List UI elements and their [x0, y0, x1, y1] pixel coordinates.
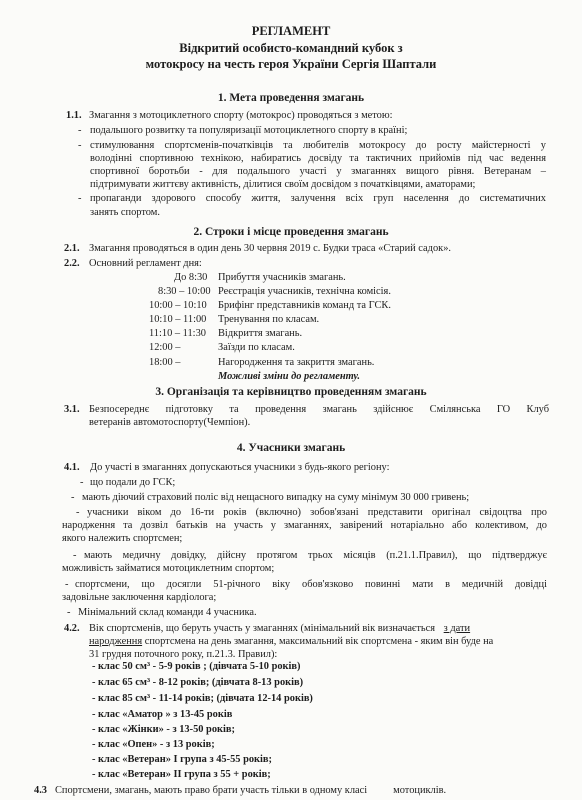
clause-text-line: 31 грудня поточного року, п.21.3. Правил): [89, 649, 278, 660]
section-1-heading: 1. Мета проведення змагань [217, 92, 365, 104]
clause-text-segment: спортсмена на день змагання, максимальний вік спортсмена - яким він буде на [144, 636, 494, 647]
clause-text-segment: мотоциклів. [393, 785, 447, 796]
section-3-heading: 3. Організація та керівництво проведенням змагань [155, 386, 427, 398]
section-2-heading: 2. Строки і місце проведення змагань [193, 226, 389, 238]
class-item: - клас «Жінки» - з 13-50 років; [92, 724, 235, 735]
list-item-line: задовільне заключення кардіолога; [62, 592, 217, 603]
bullet-dash: - [80, 477, 84, 488]
clause-number: 2.2. [64, 258, 80, 269]
class-item: - клас «Опен» - з 13 років; [92, 739, 215, 750]
clause-text: Основний регламент дня: [89, 258, 202, 269]
class-item: - клас «Аматор » з 13-45 років [92, 709, 233, 720]
bullet-dash: - [71, 492, 75, 503]
schedule-time: 18:00 – [149, 357, 181, 368]
clause-text-line [89, 635, 493, 648]
schedule-text: Прибуття учасників змагань. [218, 272, 346, 283]
list-item: подальшого розвитку та популяризації мотоциклетного спорту в країні; [90, 125, 408, 136]
class-item: - клас «Ветеран» II група з 55 + років; [92, 769, 271, 780]
schedule-time: 10:10 – 11:00 [149, 314, 207, 325]
clause-number: 4.1. [64, 462, 80, 473]
list-item-line: пропаганди здорового способу життя, залучення всіх груп населення до систематичних [90, 193, 546, 204]
schedule-text: Реєстрація учасників, технічна комісія. [218, 286, 391, 297]
schedule-text: Нагородження та закриття змагань. [218, 357, 375, 368]
section-4-heading: 4. Учасники змагань [236, 442, 346, 454]
list-item-line: спортивної боротьби - для подальшого участі у змаганнях вищого рівня. Ветеранам – [90, 166, 546, 177]
bullet-dash: - [76, 507, 80, 518]
bullet-dash: - [78, 140, 82, 151]
clause-text-line [89, 622, 470, 635]
document-subtitle-line1: Відкритий особисто-командний кубок з [179, 41, 403, 55]
schedule-time: 11:10 – 11:30 [149, 328, 206, 339]
schedule-time: 10:00 – 10:10 [149, 300, 207, 311]
class-item: - клас 65 см³ - 8-12 років; (дівчата 8-13 років) [92, 677, 304, 688]
schedule-time: 12:00 – [149, 342, 181, 353]
list-item: Мінімальний склад команди 4 учасника. [78, 607, 257, 618]
schedule-time: 8:30 – 10:00 [158, 286, 211, 297]
bullet-dash: - [78, 193, 82, 204]
class-item: - клас 50 см³ - 5-9 років ; (дівчата 5-10 років) [92, 661, 301, 672]
class-item: - клас 85 см³ - 11-14 років; (дівчата 12-14 років) [92, 693, 313, 704]
list-item: що подали до ГСК; [90, 477, 176, 488]
list-item-line: занять спортом. [90, 207, 160, 218]
schedule-time: До 8:30 [174, 272, 208, 283]
schedule-text: Відкриття змагань. [218, 328, 303, 339]
list-item-line: стимулювання спортсменів-початківців та любителів мотокросу до росту майстерності у [90, 140, 546, 151]
clause-4-3-line [34, 784, 446, 797]
list-item-line: учасники віком до 16-ти років (включно) зобов'язані представити оригінал свідоцтва про [87, 507, 547, 518]
clause-text-segment: Спортсмени, змагань, мають право брати участь тільки в одному класі [55, 785, 368, 796]
bullet-dash: - [78, 125, 82, 136]
bullet-dash: - [67, 607, 71, 618]
list-item-line: спортсмени, що досягли 51-річного віку обов'язково повинні мати в медичній довідці [75, 579, 547, 590]
underlined-text: народження [89, 636, 143, 647]
clause-number: 4.3 [34, 785, 47, 796]
list-item-line: підтримувати життєву активність, ділитися своїм досвідом з початківцями, аматорами; [90, 179, 476, 190]
clause-text: Змагання з мотоциклетного спорту (мотокрос) проводяться з метою: [89, 110, 393, 121]
bullet-dash: - [65, 579, 69, 590]
clause-text-segment: Вік спортсменів, що беруть участь у змаганнях (мінімальний вік визначається [89, 623, 436, 634]
list-item-line: володінні спортивною технікою, набиратись досвіду та тактичних прийомів під час ведення [90, 153, 546, 164]
schedule-text: Заїзди по класам. [218, 342, 295, 353]
document-subtitle-line2: мотокросу на честь героя України Сергія Шаптали [145, 57, 437, 71]
list-item: мають діючий страховий поліс від нещасного випадку на суму мінімум 30 000 гривень; [82, 492, 470, 503]
list-item-line: можливість займатися мотоциклетним спортом; [62, 563, 275, 574]
schedule-text: Тренування по класам. [218, 314, 320, 325]
clause-number: 2.1. [64, 243, 80, 254]
clause-text-line: Безпосереднє підготовку та проведення змагань здійснює Смілянська ГО Клуб [89, 404, 549, 415]
document-title: РЕГЛАМЕНТ [251, 24, 331, 38]
list-item-line: народження та дозвіл батьків на участь у змаганнях, завірений нотаріально або колективом, до [62, 520, 547, 531]
bullet-dash: - [73, 550, 77, 561]
clause-text-line: ветеранів автомотоспорту(Чемпіон). [89, 417, 251, 428]
clause-number: 3.1. [64, 404, 80, 415]
schedule-text: Брифінг представників команд та ГСК. [218, 300, 391, 311]
schedule-note: Можливі зміни до регламенту. [218, 371, 360, 382]
clause-text: Змагання проводяться в один день 30 червня 2019 с. Будки траса «Старий садок». [89, 243, 451, 254]
clause-text: До участі в змаганнях допускаються учасники з будь-якого регіону: [90, 462, 390, 473]
clause-number: 1.1. [66, 110, 82, 121]
list-item-line: мають медичну довідку, дійсну протягом трьох місяців (п.21.1.Правил), що підтверджує [84, 550, 547, 561]
clause-number: 4.2. [64, 623, 80, 634]
class-item: - клас «Ветеран» I група з 45-55 років; [92, 754, 272, 765]
list-item-line: якого належить спортсмен; [62, 533, 183, 544]
underlined-text: з дати [443, 623, 471, 634]
